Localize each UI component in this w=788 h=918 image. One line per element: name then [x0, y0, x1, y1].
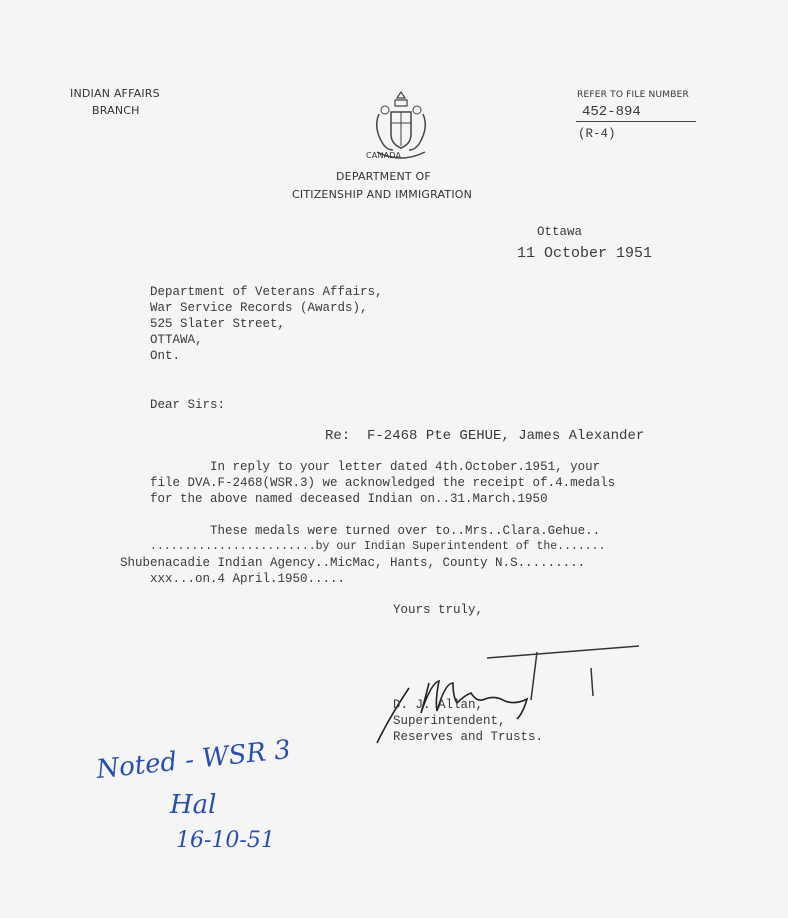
branch-line-1: INDIAN AFFAIRS — [70, 87, 160, 100]
file-ref-label: REFER TO FILE NUMBER — [577, 90, 689, 100]
recipient-line: War Service Records (Awards), — [150, 301, 368, 315]
closing: Yours truly, — [393, 603, 484, 617]
recipient-line: 525 Slater Street, — [150, 317, 286, 331]
recipient-line: Ont. — [150, 349, 181, 363]
file-number-underline — [576, 121, 696, 122]
paragraph-line: Shubenacadie Indian Agency..MicMac, Hants, County N.S......... — [120, 556, 586, 570]
department-line-1: DEPARTMENT OF — [336, 170, 431, 183]
handwritten-line: Hal — [170, 790, 217, 820]
file-number: 452-894 — [582, 104, 641, 120]
paragraph-line: These medals were turned over to..Mrs..Clara.Gehue.. — [150, 524, 601, 538]
recipient-line: OTTAWA, — [150, 333, 203, 347]
department-line-2: CITIZENSHIP AND IMMIGRATION — [292, 188, 473, 201]
paragraph-line: for the above named deceased Indian on..31.March.1950 — [150, 492, 548, 506]
recipient-line: Department of Veterans Affairs, — [150, 285, 383, 299]
handwritten-line: Noted - WSR 3 — [94, 734, 293, 786]
file-sub: (R-4) — [578, 127, 616, 141]
date: 11 October 1951 — [517, 245, 653, 262]
paragraph-line: file DVA.F-2468(WSR.3) we acknowledged the receipt of.4.medals — [150, 476, 616, 490]
coat-of-arms-icon — [352, 72, 412, 146]
paragraph-line: xxx...on.4 April.1950..... — [150, 572, 346, 586]
signatory-name: D. J. Allan, — [393, 698, 484, 712]
signatory-title: Superintendent, — [393, 714, 506, 728]
paragraph-line: In reply to your letter dated 4th.October.1951, your — [150, 460, 601, 474]
signatory-division: Reserves and Trusts. — [393, 730, 544, 744]
paragraph-line: ........................by our Indian Superintendent of the....... — [150, 540, 606, 553]
country-label: CANADA — [366, 151, 402, 160]
place: Ottawa — [537, 225, 583, 239]
handwritten-line: 16-10-51 — [176, 828, 275, 853]
salutation: Dear Sirs: — [150, 398, 226, 412]
branch-line-2: BRANCH — [92, 104, 140, 117]
subject-line: Re: F-2468 Pte GEHUE, James Alexander — [325, 428, 645, 444]
